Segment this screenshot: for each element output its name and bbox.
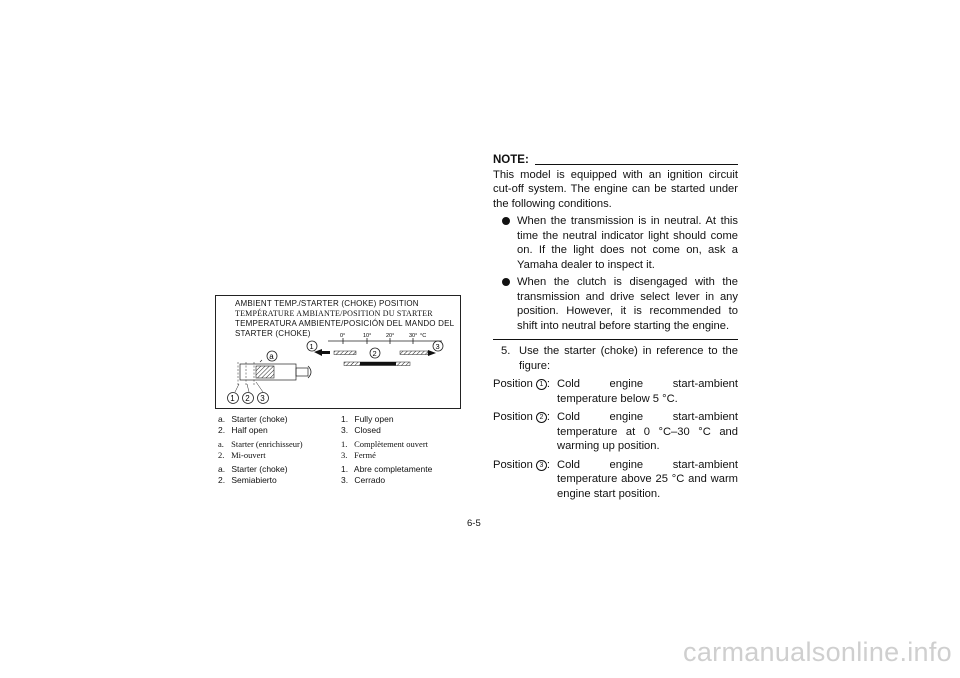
circled-3: 3 [536, 460, 547, 471]
bar-range-3 [400, 351, 428, 355]
choke-knob [256, 366, 274, 378]
page-number: 6-5 [467, 518, 481, 529]
label-a-text: a [269, 352, 274, 361]
mark-1-text: 1 [309, 342, 314, 351]
note-section [493, 153, 738, 501]
choke-position-figure [215, 295, 461, 409]
bullet-icon [502, 278, 510, 286]
bar-range-1 [334, 351, 356, 355]
lever-mark-1-text: 1 [230, 394, 235, 403]
choke-end [308, 366, 311, 378]
position-1-row: Position 1 : Cold engine start-ambient temperature below 5 °C. [493, 378, 738, 405]
note-bullet-2: When the clutch is disengaged with the transmission and drive select lever in any position. However, it is recommended to shift into neutral before starting the engine. [493, 275, 738, 333]
bar-range-2-solid [360, 362, 396, 366]
lever-mark-3-text: 3 [260, 394, 265, 403]
lever-mark-2-text: 2 [245, 394, 250, 403]
circled-1: 1 [536, 379, 547, 390]
position-3-row: Position 3 : Cold engine start-ambient temperature above 25 °C and warm engine start position. [493, 458, 738, 500]
scale-label-10: 10° [363, 333, 372, 339]
note-heading: NOTE: [493, 153, 738, 168]
scale-label-30: 30° [409, 333, 418, 339]
choke-diagram [216, 296, 462, 410]
circled-2: 2 [536, 412, 547, 423]
figure-header-en: AMBIENT TEMP./STARTER (CHOKE) POSITION [235, 299, 419, 308]
arrow-left-1 [314, 349, 330, 356]
figure-header-es: TEMPERATURA AMBIENTE/POSICIÓN DEL MANDO DEL [235, 319, 455, 328]
scale-label-unit: °C [420, 333, 427, 339]
note-intro: This model is equipped with an ignition circuit cut-off system. The engine can be started under the following conditions. [493, 168, 738, 210]
scale-label-20: 20° [386, 333, 395, 339]
note-end-rule [493, 339, 738, 340]
choke-shaft [296, 368, 308, 376]
mark-2-text: 2 [372, 349, 377, 358]
watermark: carmanualsonline.info [683, 637, 952, 667]
step-5: 5. Use the starter (choke) in reference to the figure: [501, 345, 738, 372]
note-bullet-1: When the transmission is in neutral. At this time the neutral indicator light should come on. If the light does not come on, ask a Yamaha dealer to inspect it. [493, 214, 738, 272]
figure-header-fr: TEMPÉRATURE AMBIANTE/POSITION DU STARTER [235, 309, 433, 318]
mark-3-text: 3 [435, 342, 440, 351]
scale-label-0: 0° [340, 333, 346, 339]
bullet-icon [502, 217, 510, 225]
figure-header-es-2: STARTER (CHOKE) [235, 329, 311, 338]
position-2-row: Position 2 : Cold engine start-ambient temperature at 0 °C–30 °C and warming up position. [493, 411, 738, 452]
